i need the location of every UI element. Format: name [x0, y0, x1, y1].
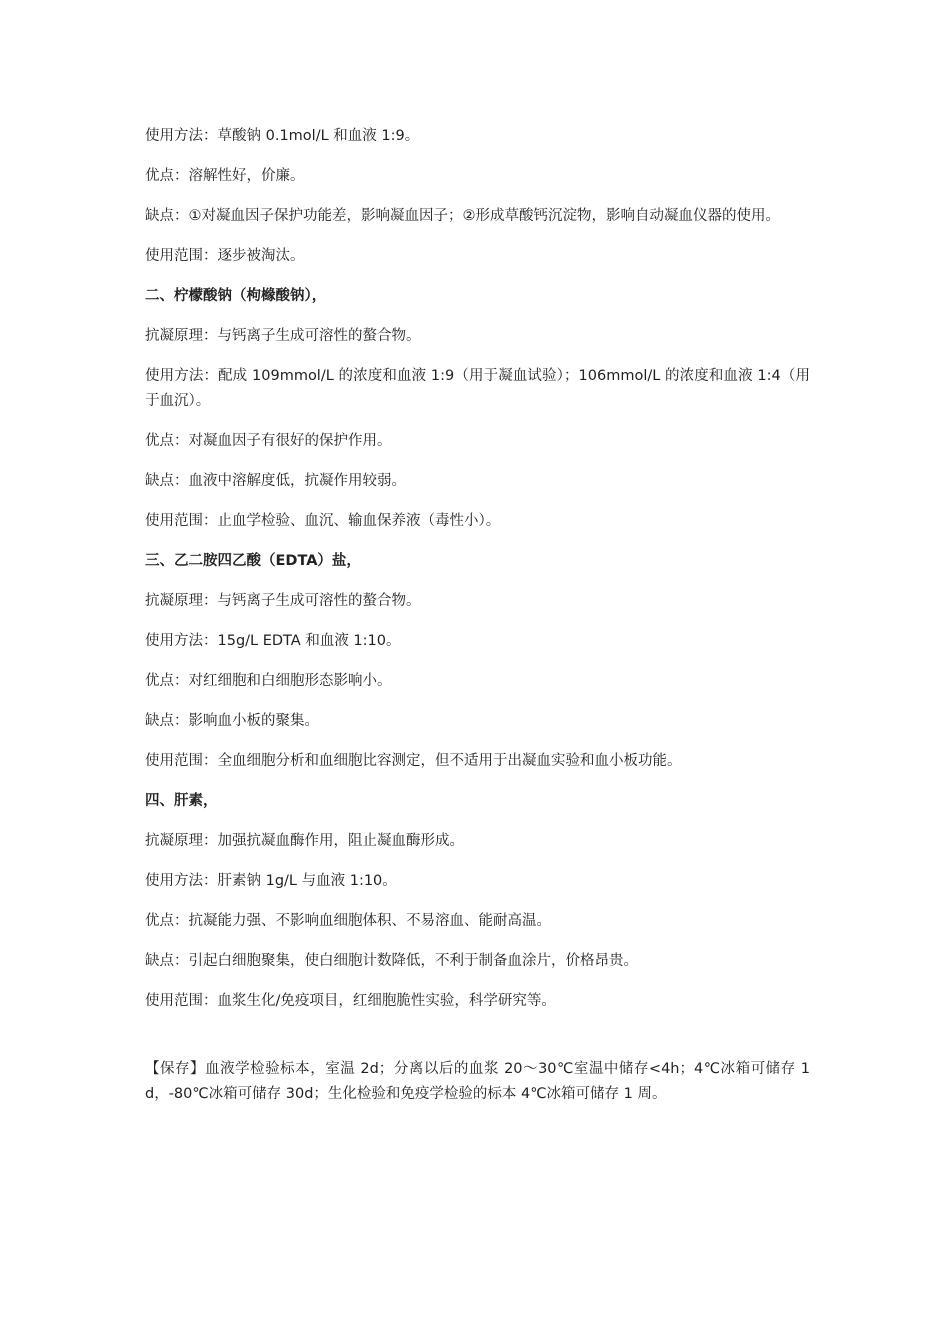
paragraph-heparin-scope: 使用范围：血浆生化/免疫项目，红细胞脆性实验，科学研究等。: [145, 993, 556, 1009]
paragraph-edta-advantages: 优点：对红细胞和白细胞形态影响小。: [145, 673, 392, 689]
paragraph-sodium-citrate-advantages: 优点：对凝血因子有很好的保护作用。: [145, 433, 392, 449]
paragraph-heparin-usage: 使用方法：肝素钠 1g/L 与血液 1:10。: [145, 873, 397, 889]
paragraph-sodium-oxalate-usage: 使用方法：草酸钠 0.1mol/L 和血液 1:9。: [145, 128, 420, 144]
paragraph-edta-disadvantages: 缺点：影响血小板的聚集。: [145, 713, 319, 729]
paragraph-heparin-advantages: 优点：抗凝能力强、不影响血细胞体积、不易溶血、能耐高温。: [145, 913, 551, 929]
paragraph-storage: 【保存】血液学检验标本，室温 2d；分离以后的血浆 20～30℃室温中储存<4h；4℃冰箱可储存 1d，-80℃冰箱可储存 30d；生化检验和免疫学检验的标本 4℃冰箱可储存 1 周。: [145, 1061, 810, 1102]
paragraph-sodium-citrate-disadvantages: 缺点：血液中溶解度低，抗凝作用较弱。: [145, 473, 406, 489]
paragraph-sodium-citrate-scope: 使用范围：止血学检验、血沉、输血保养液（毒性小）。: [145, 513, 501, 529]
paragraph-sodium-oxalate-advantages: 优点：溶解性好，价廉。: [145, 168, 305, 184]
paragraph-edta-scope: 使用范围：全血细胞分析和血细胞比容测定，但不适用于出凝血实验和血小板功能。: [145, 753, 682, 769]
paragraph-edta-principle: 抗凝原理：与钙离子生成可溶性的螯合物。: [145, 593, 421, 609]
paragraph-sodium-oxalate-disadvantages: 缺点：①对凝血因子保护功能差，影响凝血因子；②形成草酸钙沉淀物，影响自动凝血仪器的使用。: [145, 208, 780, 224]
paragraph-sodium-oxalate-scope: 使用范围：逐步被淘汰。: [145, 248, 305, 264]
document-page: [145, 124, 810, 1122]
heading-heparin: 四、肝素，: [145, 793, 218, 809]
paragraph-sodium-citrate-usage: 使用方法：配成 109mmol/L 的浓度和血液 1:9（用于凝血试验）；106mmol/L 的浓度和血液 1:4（用于血沉）。: [145, 368, 810, 409]
heading-edta: 三、乙二胺四乙酸（EDTA）盐，: [145, 553, 361, 569]
paragraph-heparin-principle: 抗凝原理：加强抗凝血酶作用，阻止凝血酶形成。: [145, 833, 464, 849]
paragraph-sodium-citrate-principle: 抗凝原理：与钙离子生成可溶性的螯合物。: [145, 328, 421, 344]
paragraph-heparin-disadvantages: 缺点：引起白细胞聚集，使白细胞计数降低，不利于制备血涂片，价格昂贵。: [145, 953, 638, 969]
heading-sodium-citrate: 二、柠檬酸钠（枸橼酸钠），: [145, 288, 327, 304]
paragraph-edta-usage: 使用方法：15g/L EDTA 和血液 1:10。: [145, 633, 401, 649]
